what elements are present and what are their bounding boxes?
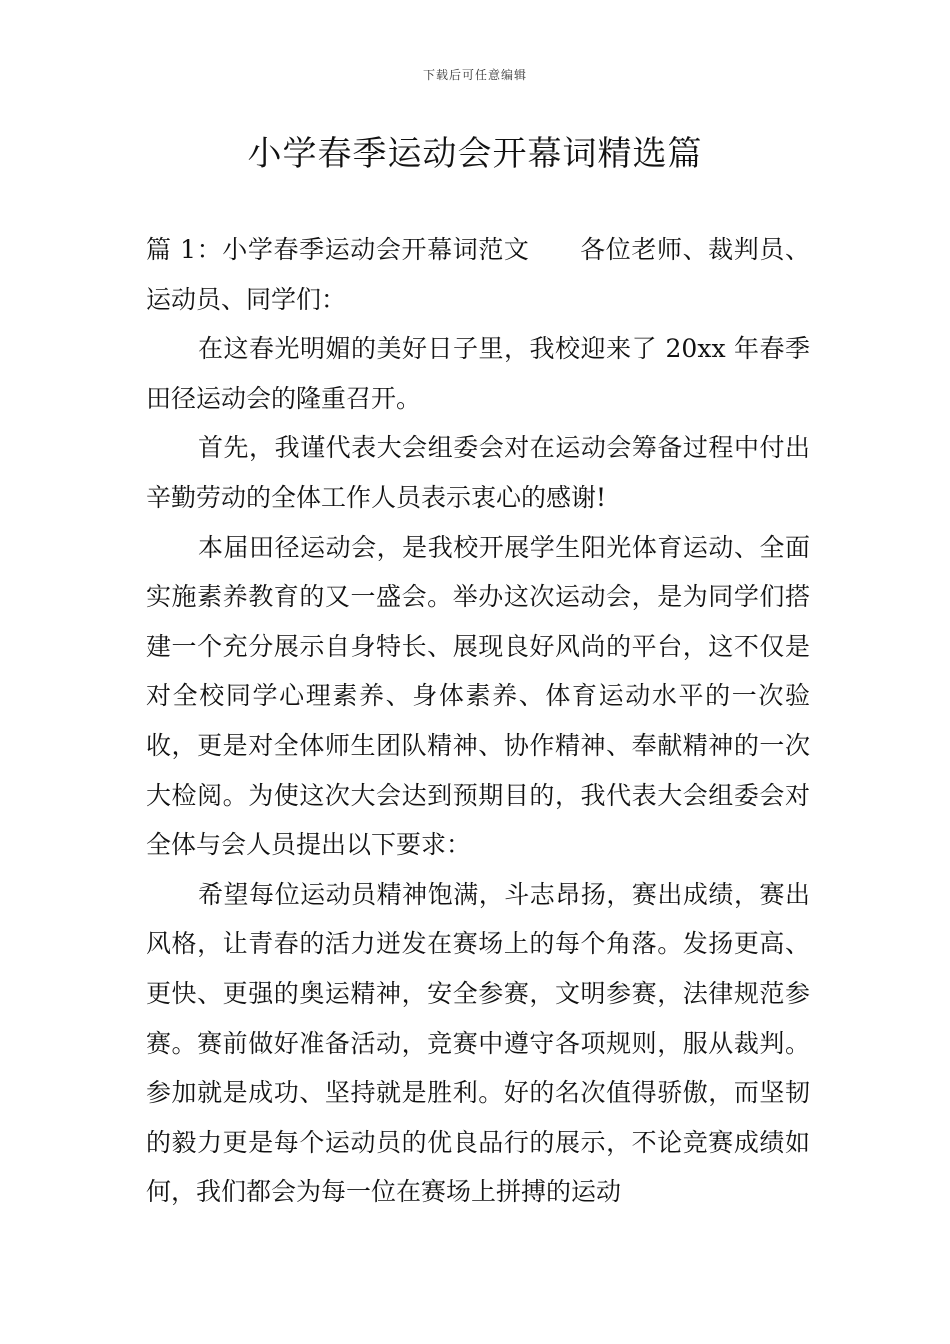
header-note: 下载后可任意编辑 (422, 68, 527, 82)
paragraph: 首先，我谨代表大会组委会对在运动会筹备过程中付出辛勤劳动的全体工作人员表示衷心的感谢! (146, 433, 810, 512)
opening-line (146, 225, 810, 324)
section-heading: 篇 1：小学春季运动会开幕词范文 (146, 235, 530, 264)
paragraph: 本届田径运动会，是我校开展学生阳光体育运动、全面实施素养教育的又一盛会。举办这次运动会，是为同学们搭建一个充分展示自身特长、展现良好风尚的平台，这不仅是对全校同学心理素养、身体素养、体育运动水平的一次验收，更是对全体师生团队精神、协作精神、奉献精神的一次大检阅。为使这次大会达到预期目的，我代表大会组委会对全体与会人员提出以下要求： (146, 532, 810, 860)
salutation-part1: 各位老师、裁判员、 (579, 235, 810, 264)
paragraph: 在这春光明媚的美好日子里，我校迎来了 20xx 年春季田径运动会的隆重召开。 (146, 334, 810, 413)
salutation-part2: 运动员、同学们： (146, 284, 347, 314)
document-body (146, 225, 810, 1217)
paragraph: 希望每位运动员精神饱满，斗志昂扬，赛出成绩，赛出风格，让青春的活力迸发在赛场上的每个角落。发扬更高、更快、更强的奥运精神，安全参赛，文明参赛，法律规范参赛。赛前做好准备活动，竞赛中遵守各项规则，服从裁判。参加就是成功、坚持就是胜利。好的名次值得骄傲，而坚韧的毅力更是每个运动员的优良品行的展示，不论竞赛成绩如何，我们都会为每一位在赛场上拼搏的运动 (146, 879, 810, 1207)
document-title: 小学春季运动会开幕词精选篇 (247, 134, 703, 174)
